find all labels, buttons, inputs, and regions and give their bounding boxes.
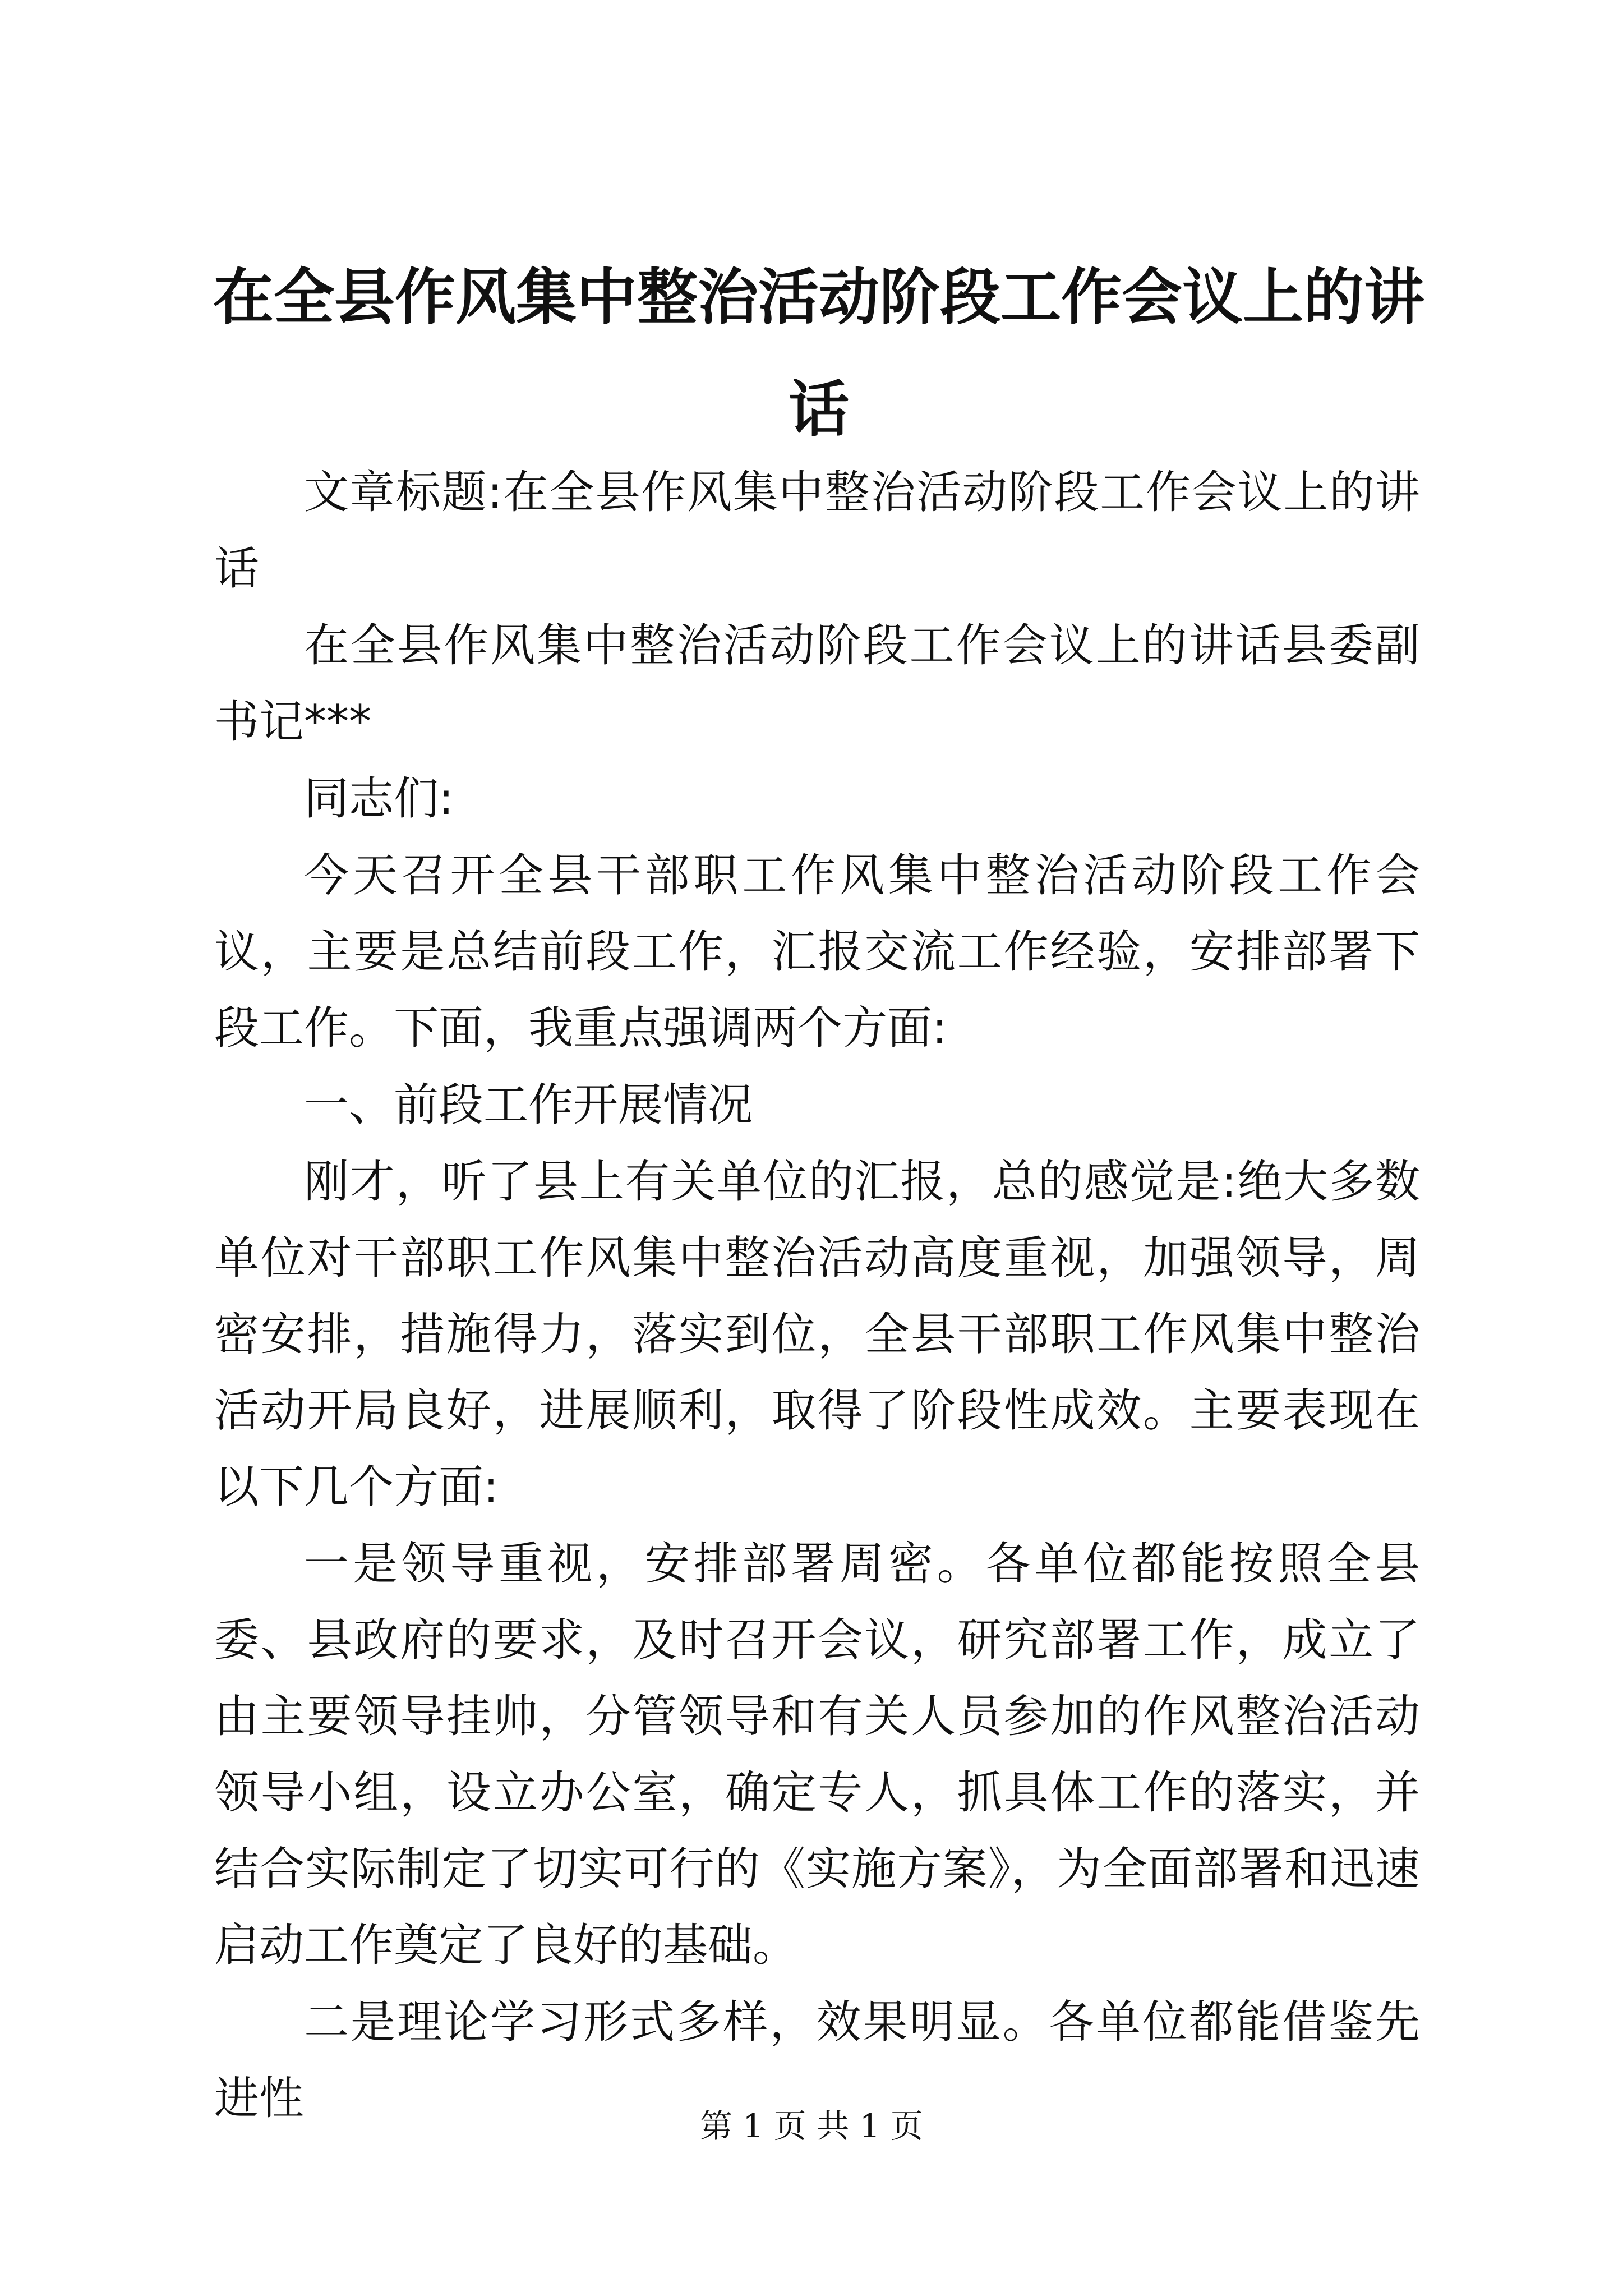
section-heading: 一、前段工作开展情况 (304, 1079, 753, 1131)
page-footer: 第 1 页 共 1 页 (700, 2107, 923, 2145)
paragraph: 同志们: (304, 772, 454, 825)
paragraph: 二是理论学习形式多样，效果明显。各单位都能借鉴先进性 (214, 1996, 1420, 2124)
paragraph: 今天召开全县干部职工作风集中整治活动阶段工作会议，主要是总结前段工作，汇报交流工作经验，安排部署下段工作。下面，我重点强调两个方面: (214, 849, 1420, 1054)
paragraph: 文章标题:在全县作风集中整治活动阶段工作会议上的讲话 (214, 466, 1420, 595)
document-body (214, 454, 1420, 2137)
document-title: 在全县作风集中整治活动阶段工作会议上的讲话 (213, 262, 1425, 445)
paragraph: 刚才，听了县上有关单位的汇报，总的感觉是:绝大多数单位对干部职工作风集中整治活动高度重视，加强领导，周密安排，措施得力，落实到位，全县干部职工作风集中整治活动开局良好，进展顺利，取得了阶段性成效。主要表现在以下几个方面: (214, 1156, 1420, 1513)
paragraph: 在全县作风集中整治活动阶段工作会议上的讲话县委副书记*** (214, 619, 1420, 748)
paragraph: 一是领导重视，安排部署周密。各单位都能按照全县委、县政府的要求，及时召开会议，研究部署工作，成立了由主要领导挂帅，分管领导和有关人员参加的作风整治活动领导小组，设立办公室，确定专人，抓具体工作的落实，并结合实际制定了切实可行的《实施方案》，为全面部署和迅速启动工作奠定了良好的基础。 (214, 1538, 1420, 1971)
